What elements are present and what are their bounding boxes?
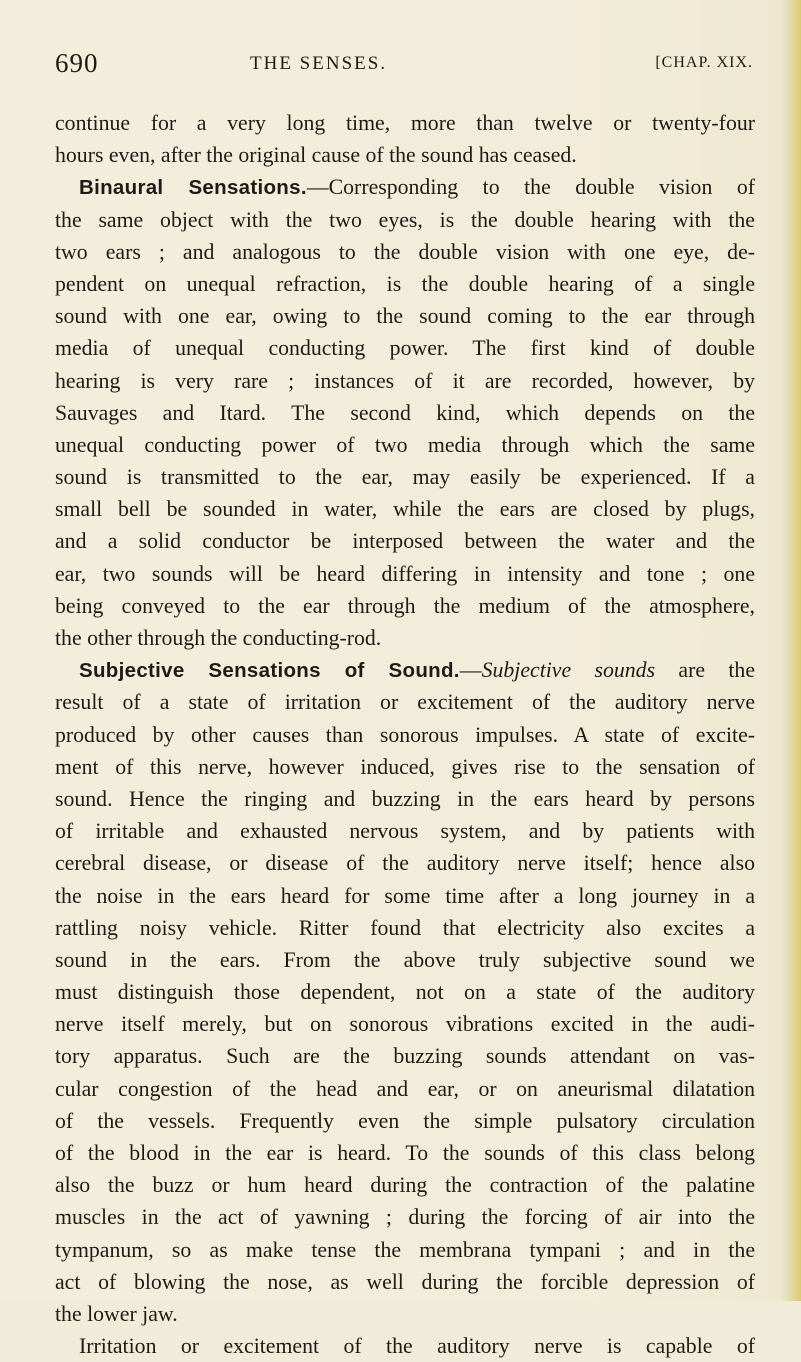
text-line: and a solid conductor be interposed between the water and the <box>55 529 755 554</box>
text-line: Irritation or excitement of the auditory nerve is capable of <box>79 1334 755 1359</box>
text-line: act of blowing the nose, as well during the forcible depression of <box>55 1269 755 1294</box>
text-run: — <box>459 658 482 683</box>
text-line: of the vessels. Frequently even the simple pulsatory circulation <box>55 1108 755 1133</box>
text-line: the lower jaw. <box>55 1301 178 1326</box>
page-edge-shadow <box>779 0 801 1301</box>
text-line: produced by other causes than sonorous impulses. A state of excite- <box>55 722 755 747</box>
text-line: cular congestion of the head and ear, or on aneurismal dilatation <box>55 1076 755 1101</box>
section-heading-subjective: Subjective Sensations of Sound. <box>79 659 460 683</box>
text-line: nerve itself merely, but on sonorous vibrations excited in the audi- <box>55 1012 755 1037</box>
text-line: small bell be sounded in water, while the ears are closed by plugs, <box>55 497 755 522</box>
running-title: THE SENSES. <box>250 53 388 74</box>
text-line: the other through the conducting-rod. <box>55 626 382 650</box>
text-line: cerebral disease, or disease of the auditory nerve itself; hence also <box>55 851 755 876</box>
text-line: must distinguish those dependent, not on a state of the auditory <box>55 980 755 1005</box>
text-line: unequal conducting power of two media through which the same <box>55 432 755 457</box>
text-line: of the blood in the ear is heard. To the sounds of this class belong <box>55 1141 755 1165</box>
text-line: sound. Hence the ringing and buzzing in the ears heard by persons <box>55 786 755 811</box>
text-line: sound in the ears. From the above truly subjective sound we <box>55 947 755 972</box>
text-line: of irritable and exhausted nervous system, and by patients with <box>55 819 755 844</box>
chapter-reference: [CHAP. XIX. <box>655 54 753 71</box>
text-line: hearing is very rare ; instances of it are recorded, however, by <box>55 368 755 393</box>
section-subjective-line <box>55 654 755 686</box>
text-run: —Corresponding to the double vision of <box>306 175 755 200</box>
text-run: are the <box>655 658 755 683</box>
section-heading-binaural: Binaural Sensations. <box>79 176 307 200</box>
text-line: continue for a very long time, more than twelve or twenty-four <box>55 111 755 135</box>
text-line: rattling noisy vehicle. Ritter found that electricity also excites a <box>55 915 755 940</box>
text-line: pendent on unequal refraction, is the double hearing of a single <box>55 271 755 296</box>
text-line: Sauvages and Itard. The second kind, which depends on the <box>55 400 755 425</box>
text-line: ment of this nerve, however induced, gives rise to the sensation of <box>55 754 755 779</box>
text-line: the same object with the two eyes, is the double hearing with the <box>55 207 755 232</box>
text-line: sound is transmitted to the ear, may easily be experienced. If a <box>55 465 755 490</box>
text-line: also the buzz or hum heard during the contraction of the palatine <box>55 1173 755 1198</box>
text-line: hours even, after the original cause of the sound has ceased. <box>55 143 577 168</box>
text-line: tory apparatus. Such are the buzzing sounds attendant on vas- <box>55 1044 755 1069</box>
text-line: being conveyed to the ear through the medium of the atmosphere, <box>55 593 755 618</box>
text-line: the noise in the ears heard for some time after a long journey in a <box>55 883 755 908</box>
section-binaural-line <box>55 171 755 203</box>
page-header <box>55 48 753 84</box>
text-line: two ears ; and analogous to the double vision with one eye, de- <box>55 239 755 264</box>
text-line: media of unequal conducting power. The first kind of double <box>55 336 755 361</box>
text-line: result of a state of irritation or excitement of the auditory nerve <box>55 690 755 715</box>
text-line: sound with one ear, owing to the sound coming to the ear through <box>55 304 755 329</box>
text-line: ear, two sounds will be heard differing in intensity and tone ; one <box>55 561 755 586</box>
italic-term: Subjective sounds <box>481 658 656 683</box>
text-line: tympanum, so as make tense the membrana tympani ; and in the <box>55 1237 755 1262</box>
text-line: muscles in the act of yawning ; during the forcing of air into the <box>55 1205 755 1230</box>
page-number: 690 <box>55 48 99 78</box>
body-text <box>55 107 755 1362</box>
